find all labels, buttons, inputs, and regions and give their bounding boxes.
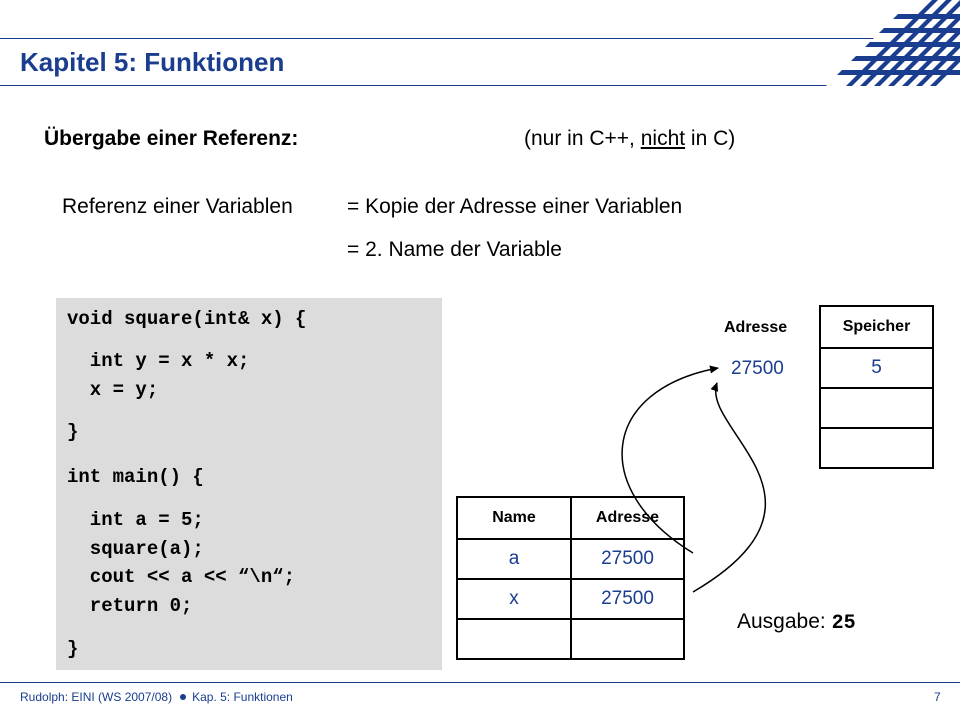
output-value: 25 (831, 612, 856, 635)
slide-title: Kapitel 5: Funktionen (20, 47, 285, 77)
name-cell: a (457, 539, 571, 579)
code-line: void square(int& x) { (67, 308, 307, 330)
header-top-rule (0, 38, 960, 39)
address-cell: 27500 (571, 579, 684, 619)
name-table-header-name: Name (457, 497, 571, 539)
footer-course: Rudolph: EINI (WS 2007/08) (20, 690, 173, 704)
footer-left (20, 690, 293, 704)
address-cell: 27500 (571, 539, 684, 579)
memory-cell (820, 388, 933, 428)
name-table-header-address: Adresse (571, 497, 684, 539)
memory-cell (820, 428, 933, 468)
code-line: int a = 5; (67, 509, 204, 531)
name-cell: x (457, 579, 571, 619)
definition-line-2: = 2. Name der Variable (347, 238, 562, 261)
language-note-prefix: (nur in C++, (524, 127, 641, 150)
output-label: Ausgabe: (737, 610, 826, 633)
page-number: 7 (934, 690, 941, 704)
definition-line-1: = Kopie der Adresse einer Variablen (347, 195, 683, 218)
memory-header: Speicher (820, 306, 933, 348)
arrow-x-to-address (693, 383, 765, 592)
code-line: } (67, 421, 79, 443)
memory-cell: 5 (820, 348, 933, 388)
code-line: } (67, 638, 79, 660)
code-line: int y = x * x; (67, 350, 250, 372)
definition-label: Referenz einer Variablen (62, 195, 293, 218)
language-note-emphasis: nicht (640, 127, 686, 150)
footer-rule (0, 682, 960, 683)
memory-address-value: 27500 (731, 358, 784, 379)
university-logo (826, 0, 960, 86)
address-cell (571, 619, 684, 659)
language-note-suffix: in C) (685, 127, 736, 150)
name-cell (457, 619, 571, 659)
code-line: x = y; (67, 379, 159, 401)
output-line (737, 610, 856, 635)
name-table (456, 496, 685, 660)
code-line: int main() { (67, 466, 204, 488)
memory-address-header: Adresse (724, 319, 788, 336)
code-line: square(a); (67, 538, 204, 560)
section-heading: Übergabe einer Referenz: (44, 127, 299, 150)
memory-table (819, 305, 934, 469)
language-note (524, 127, 735, 151)
footer-chapter: Kap. 5: Funktionen (192, 690, 293, 704)
code-line: cout << a << “\n“; (67, 566, 296, 588)
header-bottom-rule (0, 85, 960, 86)
code-line: return 0; (67, 595, 193, 617)
bullet-icon (180, 694, 186, 700)
